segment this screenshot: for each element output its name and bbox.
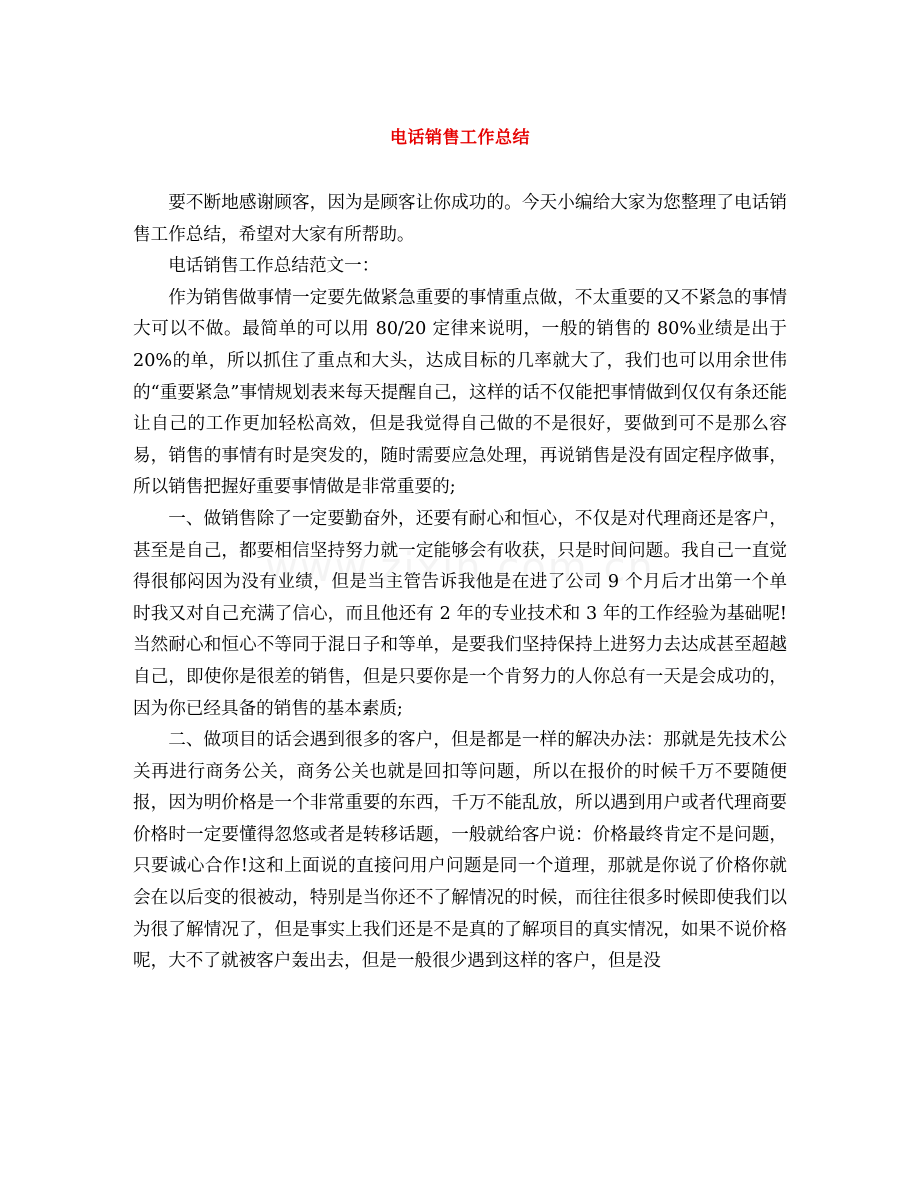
paragraph-point-one: 一、做销售除了一定要勤奋外，还要有耐心和恒心，不仅是对代理商还是客户，甚至是自己，都要相信坚持努力就一定能够会有收获，只是时间问题。我自己一直觉得很郁闷因为没有业绩，但是当主管告诉我他是在进了公司 9 个月后才出第一个单时我又对自己充满了信心，而且他还有 2 年的专业技术和 3 年的工作经验为基础呢!当然耐心和恒心不等同于混日子和等单，是要我们坚持保持上进努力去达成甚至超越自己，即使你是很差的销售，但是只要你是一个肯努力的人你总有一天是会成功的，因为你已经具备的销售的基本素质; — [133, 508, 787, 719]
paragraph-priority: 作为销售做事情一定要先做紧急重要的事情重点做，不太重要的又不紧急的事情大可以不做。最简单的可以用 80/20 定律来说明，一般的销售的 80%业绩是出于 20%的单，所以抓住了重点和大头，达成目标的几率就大了，我们也可以用余世伟的“重要紧急”事情规划表来每天提醒自己，这样的话不仅能把事情做到仅仅有条还能让自己的工作更加轻松高效，但是我觉得自己做的不是很好，要做到可不是那么容易，销售的事情有时是突发的，随时需要应急处理，再说销售是没有固定程序做事，所以销售把握好重要事情做是非常重要的; — [133, 287, 787, 498]
document-title: 电话销售工作总结 — [390, 128, 530, 148]
paragraph-point-two: 二、做项目的话会遇到很多的客户，但是都是一样的解决办法：那就是先技术公关再进行商务公关，商务公关也就是回扣等问题，所以在报价的时候千万不要随便报，因为明价格是一个非常重要的东西，千万不能乱放，所以遇到用户或者代理商要价格时一定要懂得忽悠或者是转移话题，一般就给客户说：价格最终肯定不是问题，只要诚心合作!这和上面说的直接问用户问题是同一个道理，那就是你说了价格你就会在以后变的很被动，特别是当你还不了解情况的时候，而往往很多时候即使我们以为很了解情况了，但是事实上我们还是不是真的了解项目的真实情况，如果不说价格呢，大不了就被客户轰出去，但是一般很少遇到这样的客户，但是没 — [133, 730, 787, 972]
paragraph-section-heading: 电话销售工作总结范文一： — [168, 256, 380, 277]
paragraph-intro: 要不断地感谢顾客，因为是顾客让你成功的。今天小编给大家为您整理了电话销售工作总结，希望对大家有所帮助。 — [133, 193, 787, 245]
document-body — [133, 188, 787, 978]
